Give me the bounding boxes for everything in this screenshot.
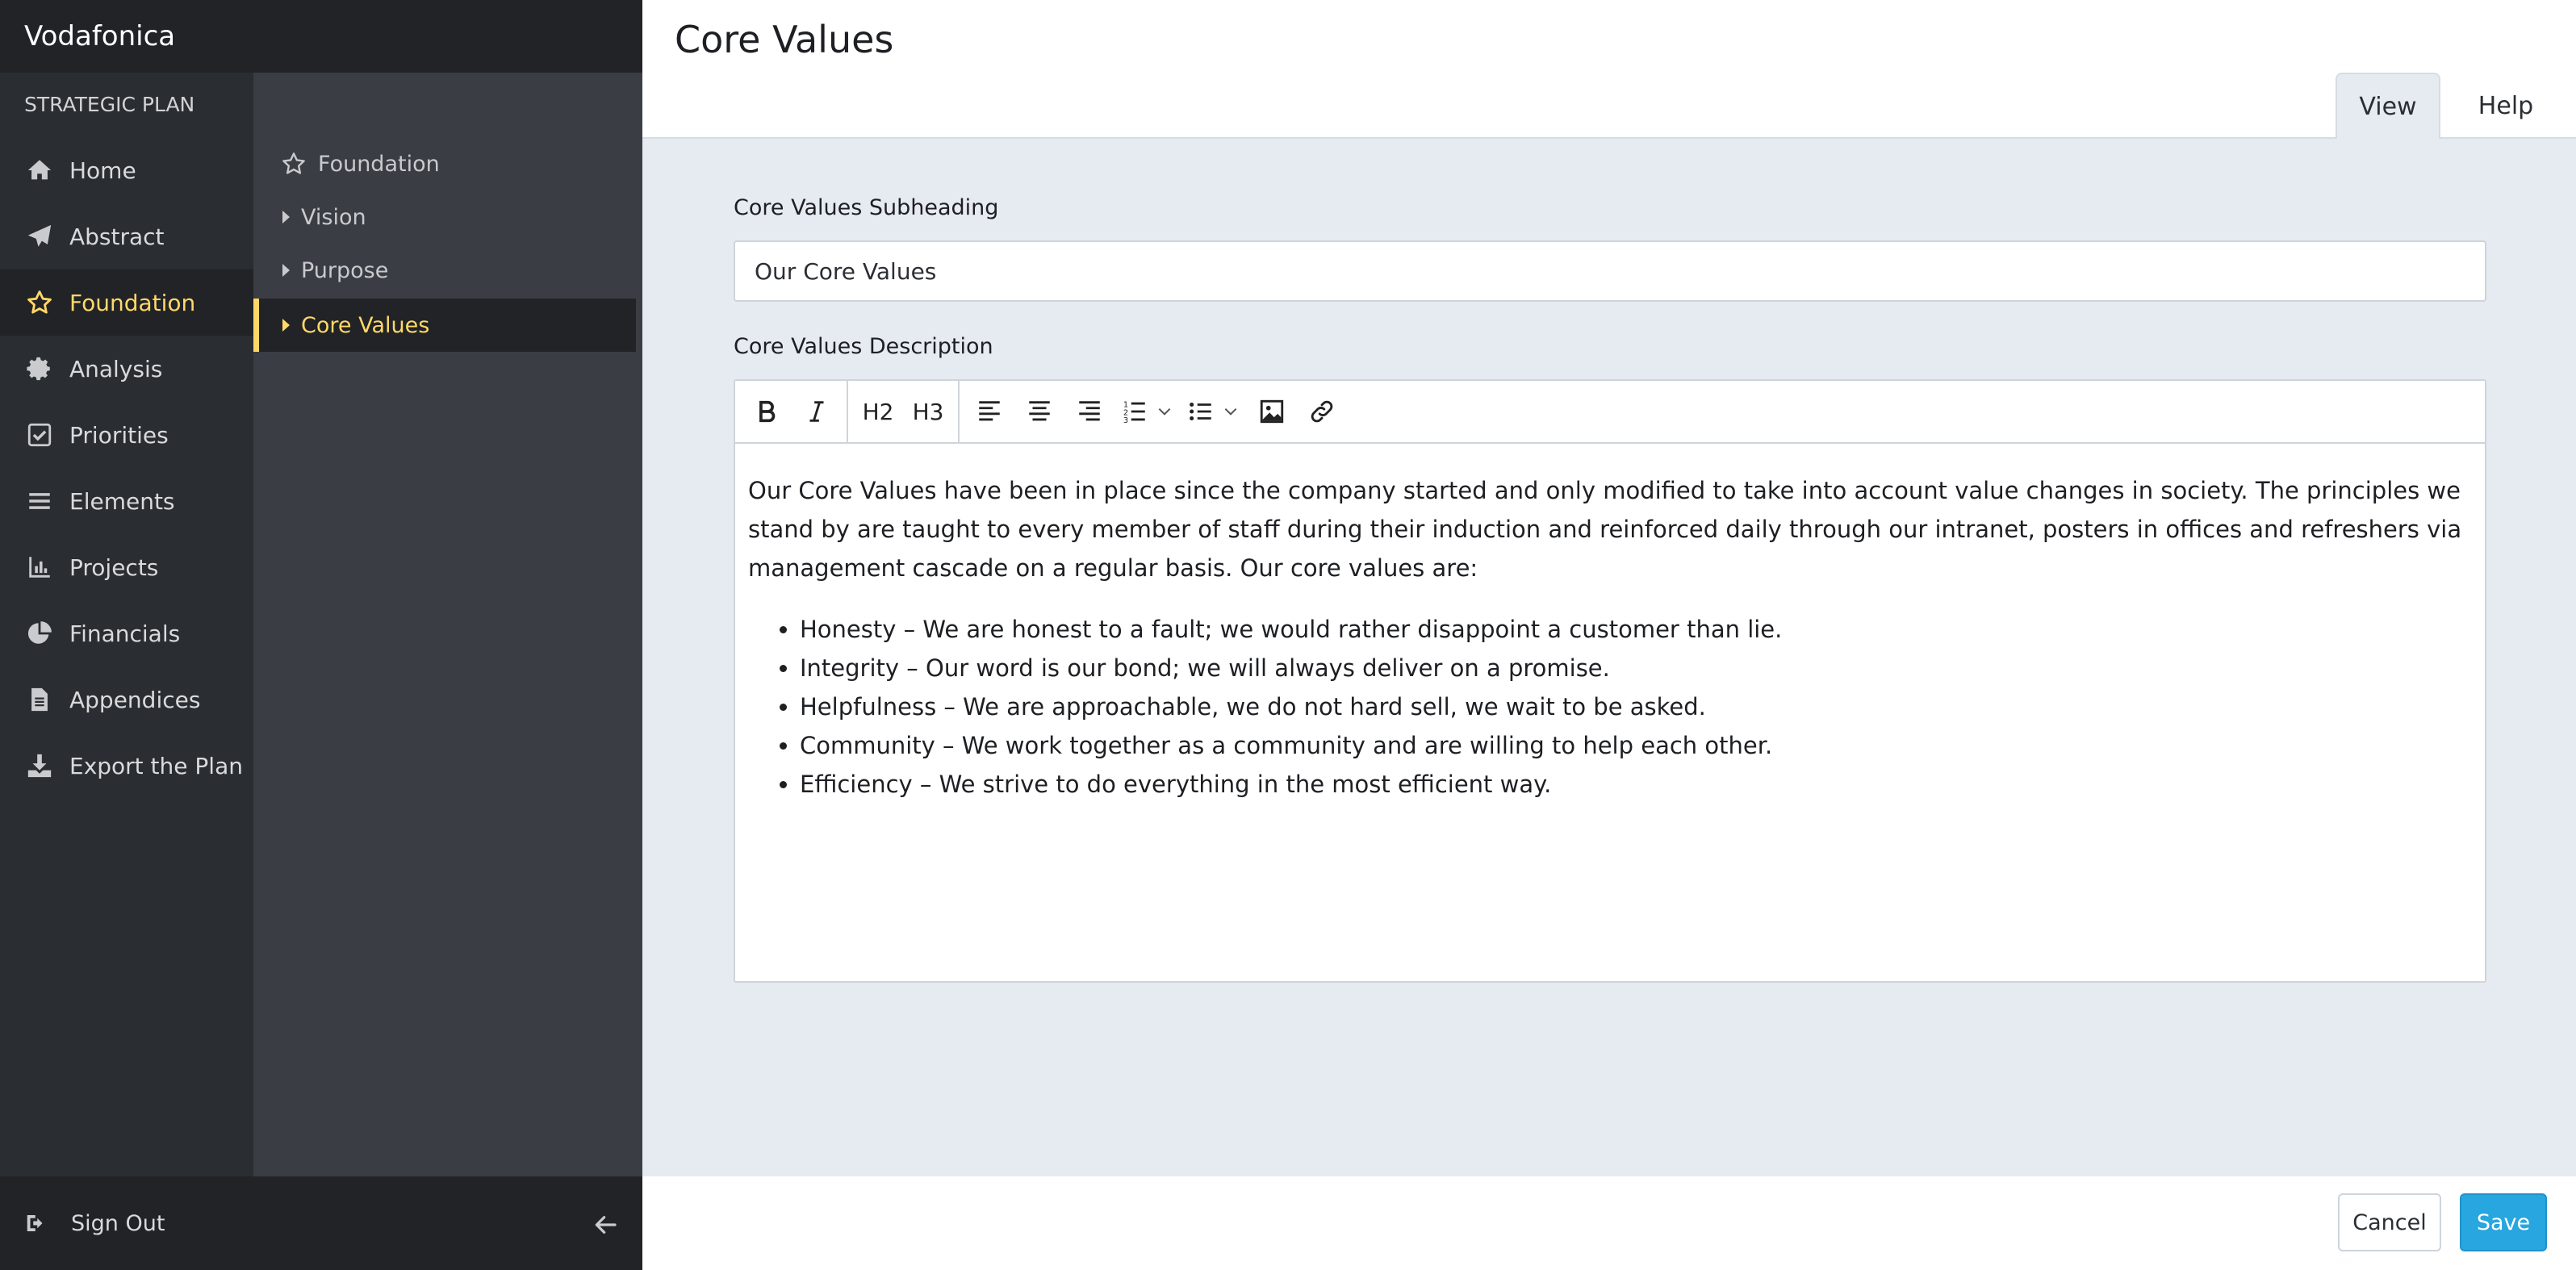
heading-3-button[interactable]: H3	[912, 398, 944, 425]
insert-image-button[interactable]	[1247, 387, 1297, 436]
sign-out-link[interactable]	[0, 1199, 165, 1247]
nav-item-financials[interactable]	[0, 600, 253, 666]
nav-item-label: Projects	[69, 554, 159, 581]
align-right-button[interactable]	[1064, 387, 1114, 436]
align-center-icon	[1026, 398, 1053, 425]
bulleted-list-icon	[1187, 398, 1215, 425]
tab-help[interactable]: Help	[2478, 91, 2534, 120]
nav-item-label: Foundation	[69, 289, 196, 316]
nav-item-label: Financials	[69, 620, 181, 647]
italic-button[interactable]	[792, 387, 842, 436]
gear-icon	[24, 353, 55, 384]
action-bar	[642, 1176, 2576, 1270]
page-title: Core Values	[675, 18, 894, 61]
rich-text-editor	[734, 379, 2486, 983]
svg-text:3: 3	[1123, 416, 1129, 425]
toolbar-divider	[958, 380, 960, 443]
editor-content[interactable]	[735, 444, 2485, 804]
toolbar-divider	[847, 380, 848, 443]
sign-out-icon	[24, 1211, 71, 1235]
list-item: • Helpfulness – We are approachable, we do not hard sell, we wait to be asked.	[800, 687, 2472, 726]
paper-plane-icon	[24, 221, 55, 252]
caret-right-icon	[282, 264, 290, 277]
align-left-button[interactable]	[964, 387, 1014, 436]
nav-item-label: Priorities	[69, 421, 169, 449]
description-paragraph: Our Core Values have been in place since the company started and only modified to take into account value changes in society. The principles we stand by are taught to every member of staff during their induction and reinforced daily through our intranet, posters in offices and refreshers via management cascade on a regular basis. Our core values are:	[748, 477, 2462, 582]
app-name: Vodafonica	[0, 0, 642, 73]
list-item: • Integrity – Our word is our bond; we will always deliver on a promise.	[800, 649, 2472, 687]
save-button[interactable]: Save	[2460, 1193, 2547, 1251]
editor-toolbar	[735, 381, 2485, 444]
bulleted-list-dropdown[interactable]	[1221, 387, 1240, 436]
subnav-item-label: Core Values	[301, 312, 430, 338]
bold-button[interactable]	[742, 387, 792, 436]
svg-text:1: 1	[1123, 400, 1129, 410]
nav-item-appendices[interactable]	[0, 666, 253, 733]
collapse-sidebar-button[interactable]	[589, 1209, 621, 1241]
checkbox-icon	[24, 420, 55, 450]
caret-right-icon	[282, 319, 290, 332]
bulleted-list-button[interactable]	[1181, 387, 1221, 436]
description-label: Core Values Description	[734, 334, 993, 359]
italic-icon	[803, 398, 830, 425]
numbered-list-icon	[1121, 398, 1148, 425]
arrow-left-icon	[592, 1212, 618, 1238]
svg-text:2: 2	[1123, 408, 1129, 418]
chevron-down-icon	[1223, 403, 1239, 420]
insert-link-button[interactable]	[1297, 387, 1347, 436]
pie-chart-icon	[24, 618, 55, 649]
nav-item-label: Analysis	[69, 355, 163, 382]
nav-item-label: Export the Plan	[69, 752, 243, 779]
caret-right-icon	[282, 211, 290, 224]
nav-item-home[interactable]	[0, 137, 253, 203]
nav-item-label: Abstract	[69, 223, 165, 250]
sidebar-footer	[0, 1176, 642, 1270]
bold-icon	[753, 398, 780, 425]
star-icon	[24, 287, 55, 318]
list-item: • Efficiency – We strive to do everything in the most efficient way.	[800, 765, 2472, 804]
subnav-item-label: Foundation	[318, 151, 440, 177]
cancel-button[interactable]: Cancel	[2338, 1193, 2441, 1251]
list-item: • Community – We work together as a community and are willing to help each other.	[800, 726, 2472, 765]
link-icon	[1308, 398, 1336, 425]
subnav-item-purpose[interactable]	[253, 244, 636, 297]
nav-item-abstract[interactable]	[0, 203, 253, 269]
download-icon	[24, 750, 55, 781]
align-center-button[interactable]	[1014, 387, 1064, 436]
core-values-list	[748, 610, 2472, 804]
star-icon	[281, 151, 307, 177]
nav-item-analysis[interactable]	[0, 336, 253, 402]
nav-item-projects[interactable]	[0, 534, 253, 600]
numbered-list-button[interactable]	[1114, 387, 1155, 436]
document-icon	[24, 684, 55, 715]
heading-2-button[interactable]: H2	[862, 398, 894, 425]
align-right-icon	[1076, 398, 1103, 425]
subnav-item-label: Vision	[301, 204, 366, 230]
nav-item-priorities[interactable]	[0, 402, 253, 468]
nav-item-foundation[interactable]	[0, 269, 253, 336]
main-content	[642, 139, 2576, 1176]
nav-item-label: Home	[69, 157, 136, 184]
numbered-list-dropdown[interactable]	[1155, 387, 1174, 436]
nav-item-elements[interactable]	[0, 468, 253, 534]
home-icon	[24, 155, 55, 186]
nav-heading: STRATEGIC PLAN	[24, 93, 195, 116]
sidebar	[0, 0, 642, 1270]
nav-item-export[interactable]	[0, 733, 253, 799]
subnav-item-foundation[interactable]	[253, 137, 636, 190]
chevron-down-icon	[1156, 403, 1173, 420]
bar-chart-icon	[24, 552, 55, 583]
subheading-input[interactable]	[734, 240, 2486, 302]
subheading-label: Core Values Subheading	[734, 195, 999, 220]
main-nav	[0, 73, 253, 1176]
align-left-icon	[976, 398, 1003, 425]
sign-out-label: Sign Out	[71, 1210, 165, 1236]
subnav-item-core-values[interactable]	[253, 299, 636, 352]
nav-item-label: Appendices	[69, 686, 201, 713]
sub-nav	[253, 73, 642, 1176]
list-icon	[24, 486, 55, 516]
list-item: • Honesty – We are honest to a fault; we would rather disappoint a customer than lie.	[800, 610, 2472, 649]
page-header	[642, 0, 2576, 139]
image-icon	[1258, 398, 1286, 425]
subnav-item-vision[interactable]	[253, 190, 636, 244]
tab-view[interactable]: View	[2336, 73, 2440, 139]
nav-item-label: Elements	[69, 487, 175, 515]
subnav-item-label: Purpose	[301, 257, 389, 283]
